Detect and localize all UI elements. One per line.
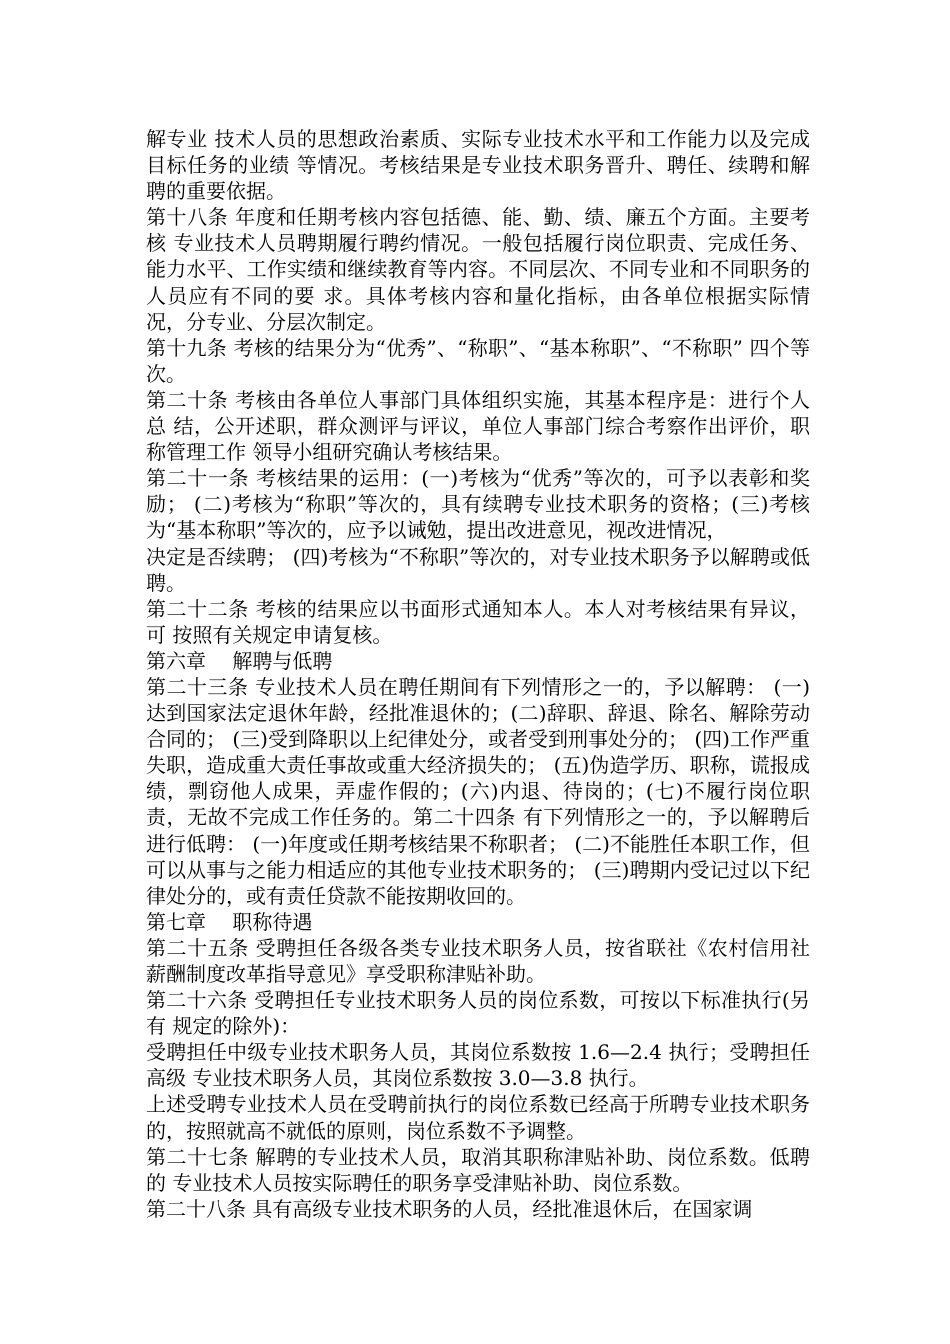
article-26: 第二十六条 受聘担任专业技术职务人员的岗位系数，可按以下标准执行(另有 规定的除外)： bbox=[146, 988, 810, 1039]
article-21: 第二十一条 考核结果的运用：(一)考核为“优秀”等次的，可予以表彰和奖励； (二)考核为“称职”等次的，具有续聘专业技术职务的资格；(三)考核为“基本称职”等次的，应予以诫勉，提出改进意见，视改进情况， bbox=[146, 466, 810, 543]
article-26-note: 上述受聘专业技术人员在受聘前执行的岗位系数已经高于所聘专业技术职务 的，按照就高不就低的原则，岗位系数不予调整。 bbox=[146, 1092, 810, 1143]
article-22: 第二十二条 考核的结果应以书面形式通知本人。本人对考核结果有异议，可 按照有关规定申请复核。 bbox=[146, 596, 810, 647]
article-19: 第十九条 考核的结果分为“优秀”、“称职”、“基本称职”、“不称职” 四个等次。 bbox=[146, 335, 810, 386]
article-25: 第二十五条 受聘担任各级各类专业技术职务人员，按省联社《农村信用社薪酬制度改革指导意见》享受职称津贴补助。 bbox=[146, 935, 810, 986]
article-18: 第十八条 年度和任期考核内容包括德、能、勤、绩、廉五个方面。主要考核 专业技术人员聘期履行聘约情况。一般包括履行岗位职责、完成任务、能力水平、工作实绩和继续教育等内容。不同层次、不同专业和不同职务的人员应有不同的要 求。具体考核内容和量化指标，由各单位根据实际情况，分专业、分层次制定。 bbox=[146, 205, 810, 334]
chapter-7-heading: 第七章 职称待遇 bbox=[146, 909, 313, 934]
article-28: 第二十八条 具有高级专业技术职务的人员，经批准退休后，在国家调 bbox=[146, 1196, 753, 1221]
paragraph-assessment-basis: 解专业 技术人员的思想政治素质、实际专业技术水平和工作能力以及完成目标任务的业绩 等情况。考核结果是专业技术职务晋升、聘任、续聘和解聘的重要依据。 bbox=[146, 127, 810, 204]
article-23-24: 第二十三条 专业技术人员在聘任期间有下列情形之一的，予以解聘： (一)达到国家法定退休年龄，经批准退休的；(二)辞职、辞退、除名、解除劳动合同的； (三)受到降职以上纪律处分，或者受到刑事处分的； (四)工作严重失职，造成重大责任事故或重大经济损失的； (五)伪造学历、职称，谎报成绩，剽窃他人成果，弄虚作假的；(六)内退、待岗的；(七)不履行岗位职责，无故不完成工作任务的。第二十四条 有下列情形之一的，予以解聘后进行低聘： (一)年度或任期考核结果不称职者； (二)不能胜任本职工作，但可以从事与之能力相适应的其他专业技术职务的； (三)聘期内受记过以下纪律处分的，或有责任贷款不能按期收回的。 bbox=[146, 674, 810, 908]
article-27: 第二十七条 解聘的专业技术人员，取消其职称津贴补助、岗位系数。低聘的 专业技术人员按实际聘任的职务享受津贴补助、岗位系数。 bbox=[146, 1144, 810, 1195]
article-21-continued: 决定是否续聘； (四)考核为“不称职”等次的，对专业技术职务予以解聘或低聘。 bbox=[146, 544, 810, 595]
article-20: 第二十条 考核由各单位人事部门具体组织实施，其基本程序是：进行个人总 结，公开述职，群众测评与评议，单位人事部门综合考察作出评价，职称管理工作 领导小组研究确认考核结果。 bbox=[146, 387, 810, 465]
article-26-coefficients: 受聘担任中级专业技术职务人员，其岗位系数按 1.6—2.4 执行；受聘担任高级 专业技术职务人员，其岗位系数按 3.0—3.8 执行。 bbox=[146, 1040, 810, 1091]
chapter-6-heading: 第六章 解聘与低聘 bbox=[146, 648, 333, 673]
document-page bbox=[146, 126, 810, 1222]
